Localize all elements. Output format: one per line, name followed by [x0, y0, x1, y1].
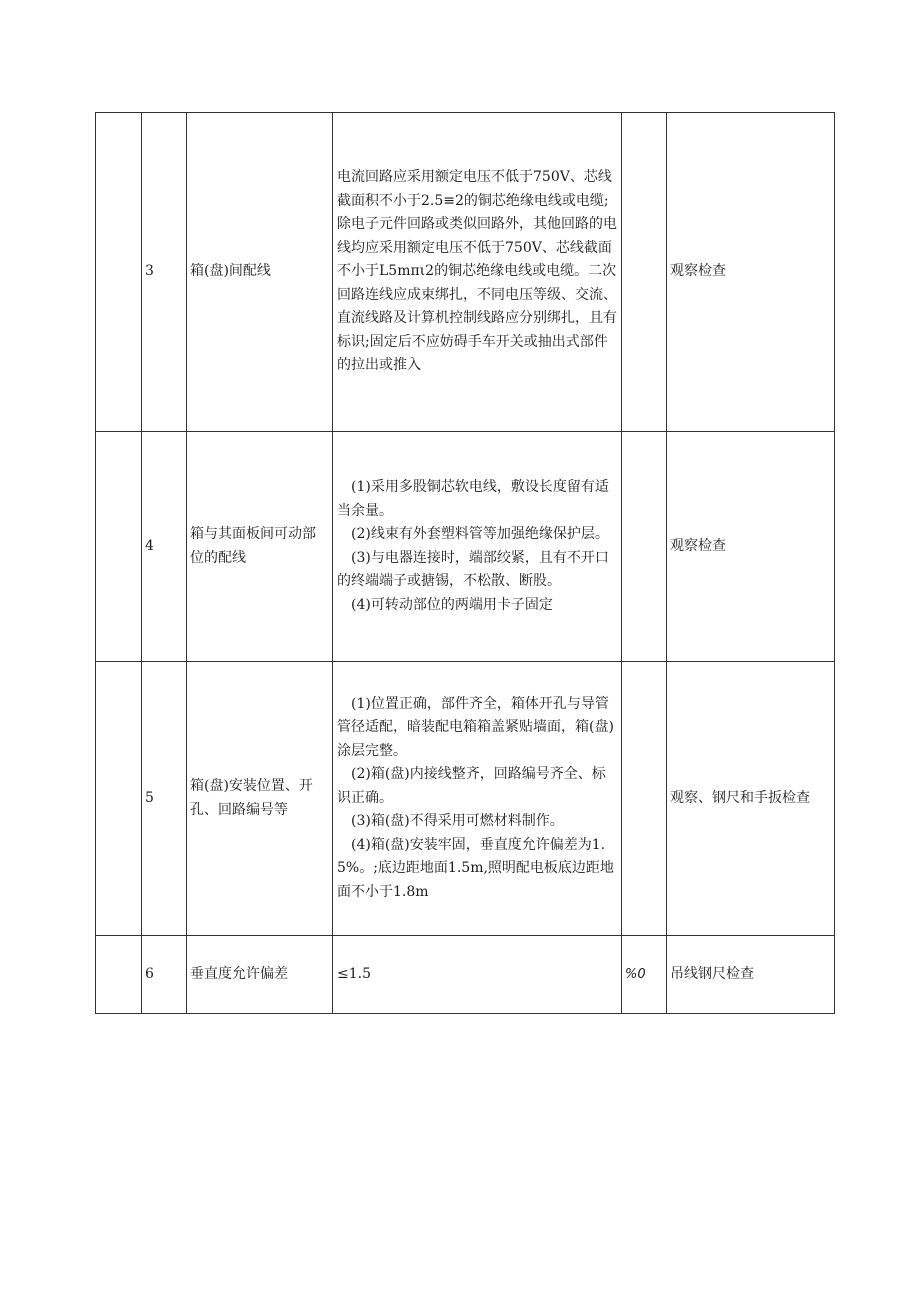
requirement-cell: [333, 662, 622, 936]
requirement-clause: (3)箱(盘)不得采用可燃材料制作。: [351, 813, 564, 830]
blank-cell: [96, 113, 142, 432]
requirement-text: ≤1.5: [337, 965, 371, 982]
item-number: 3: [142, 113, 187, 432]
unit-cell: [622, 662, 667, 936]
requirement-clause: (4)箱(盘)安装牢固，垂直度允许偏差为1.5%。;底边距地面1.5m,照明配电板底边距地面不小于1.8m: [337, 836, 614, 900]
requirement-cell: [333, 432, 622, 662]
inspection-method: 吊线钢尺检查: [667, 936, 835, 1014]
blank-cell: [96, 432, 142, 662]
item-name: 垂直度允许偏差: [187, 936, 333, 1014]
requirement-cell: [333, 113, 622, 432]
requirement-clause: (1)位置正确，部件齐全，箱体开孔与导管管径适配，暗装配电箱箱盖紧贴墙面，箱(盘)涂层完整。: [337, 695, 614, 759]
unit-cell: [622, 113, 667, 432]
requirement-cell: [333, 936, 622, 1014]
inspection-table: [95, 112, 835, 1014]
blank-cell: [96, 662, 142, 936]
table-row: [96, 113, 835, 432]
requirement-clause: (2)箱(盘)内接线整齐，回路编号齐全、标识正确。: [337, 766, 606, 806]
inspection-method: 观察检查: [667, 432, 835, 662]
item-name: 箱(盘)安装位置、开孔、回路编号等: [187, 662, 333, 936]
item-name: 箱与其面板间可动部位的配线: [187, 432, 333, 662]
item-name: 箱(盘)间配线: [187, 113, 333, 432]
requirement-clause: (1)采用多股铜芯软电线，敷设长度留有适当余量。: [337, 479, 609, 519]
unit-cell: [622, 936, 667, 1014]
requirement-clause: (2)线束有外套塑料管等加强绝缘保护层。: [351, 526, 609, 542]
requirement-clause: (3)与电器连接时，端部绞紧，且有不开口的终端端子或搪锡，不松散、断股。: [337, 549, 609, 589]
item-number: 5: [142, 662, 187, 936]
unit-cell: [622, 432, 667, 662]
item-number: 4: [142, 432, 187, 662]
unit-text: %0: [625, 966, 646, 982]
requirement-text: 电流回路应采用额定电压不低于750V、芯线截面积不小于2.5≡2的铜芯绝缘电线或电缆;除电子元件回路或类似回路外，其他回路的电线均应采用额定电压不低于750V、芯线截面不小于L5mπι2的铜芯绝缘电线或电缆。二次回路连线应成束绑扎，不同电压等级、交流、直流线路及计算机控制线路应分别绑扎，且有标识;固定后不应妨碍手车开关或抽出式部件的拉出或推入: [337, 169, 617, 374]
table-row: [96, 936, 835, 1014]
inspection-method: 观察、钢尺和手扳检查: [667, 662, 835, 936]
requirement-clause: (4)可转动部位的两端用卡子固定: [351, 596, 553, 613]
table-row: [96, 432, 835, 662]
item-number: 6: [142, 936, 187, 1014]
blank-cell: [96, 936, 142, 1014]
table-row: [96, 662, 835, 936]
inspection-method: 观察检查: [667, 113, 835, 432]
